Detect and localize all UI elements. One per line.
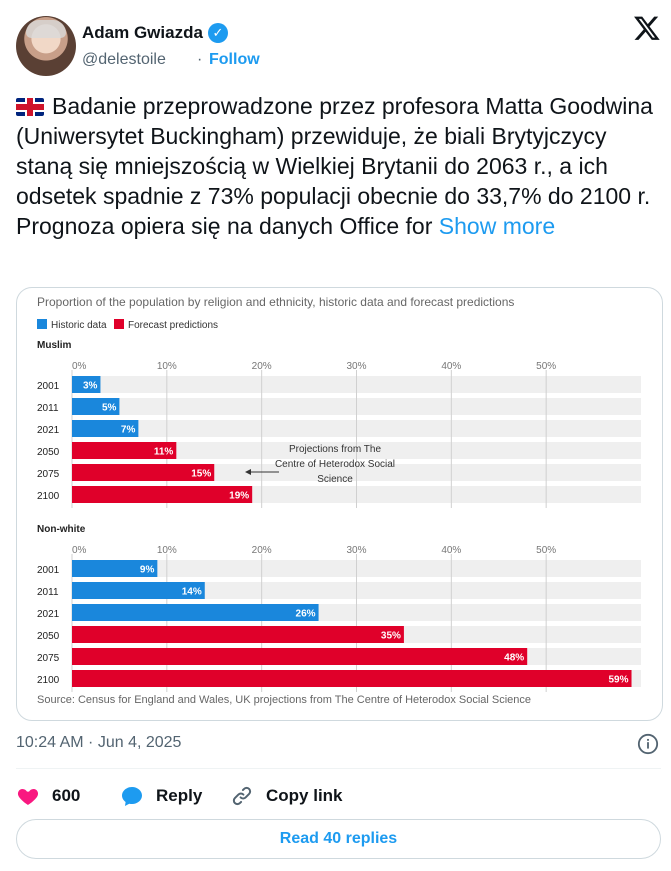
tweet-header: [16, 14, 661, 78]
category-label: 2021: [37, 425, 60, 436]
chart-svg: [17, 288, 662, 720]
bar-value-label: 14%: [181, 586, 202, 598]
category-label: 2011: [37, 587, 59, 598]
bar-value-label: 35%: [380, 630, 401, 642]
bar-value-label: 15%: [191, 468, 212, 480]
x-tick-label: 50%: [536, 545, 557, 556]
reply-button[interactable]: [120, 782, 202, 810]
bar-value-label: 11%: [153, 446, 174, 458]
category-label: 2001: [37, 565, 60, 576]
x-tick-label: 20%: [251, 361, 272, 372]
x-tick-label: 30%: [346, 361, 367, 372]
bar-value-label: 9%: [139, 564, 155, 576]
author-handle[interactable]: @delestoile: [82, 51, 166, 68]
category-label: 2050: [37, 631, 60, 642]
bar-value-label: 48%: [504, 652, 525, 664]
category-label: 2021: [37, 609, 60, 620]
category-label: 2075: [37, 653, 60, 664]
x-tick-label: 10%: [156, 545, 177, 556]
bar: [72, 670, 632, 687]
panel-label-1: Non-white: [37, 524, 86, 535]
separator-dot: ·: [197, 51, 203, 68]
x-tick-label: 10%: [156, 361, 177, 372]
tweet-actions: [16, 778, 661, 814]
x-tick-label: 40%: [441, 545, 462, 556]
reply-bubble-icon: [120, 784, 144, 808]
bar: [72, 648, 527, 665]
tweet-timestamp[interactable]: 10:24 AM · Jun 4, 2025: [16, 734, 182, 751]
legend-historic-label: Historic data: [51, 320, 107, 331]
link-icon: [230, 784, 254, 808]
copy-link-label: Copy link: [266, 786, 343, 805]
show-more-link[interactable]: Show more: [438, 213, 556, 239]
annotation-text: Centre of Heterodox Social: [274, 459, 396, 470]
legend-forecast-label: Forecast predictions: [128, 320, 219, 331]
tweet-body: Badanie przeprowadzone przez profesora Matta Goodwina (Uniwersytet Buckingham) przewiduje, że biali Brytyjczycy staną się mniejszością w Wielkiej Brytanii do 2063 r., a ich odsetek spadnie z 73% populacji obecnie do 33,7% do 2100 r. Prognoza opiera się na danych Office for: [16, 93, 653, 239]
x-tick-label: 50%: [536, 361, 557, 372]
bar: [72, 486, 252, 503]
bar: [72, 604, 319, 621]
author-name[interactable]: Adam Gwiazda: [82, 23, 203, 42]
copy-link-button[interactable]: [230, 782, 343, 810]
x-tick-label: 0%: [72, 545, 87, 556]
read-replies-button[interactable]: Read 40 replies: [16, 819, 661, 859]
annotation-text: Projections from The: [288, 444, 382, 455]
x-logo-icon[interactable]: [633, 14, 661, 42]
bar-value-label: 5%: [101, 402, 117, 414]
author-avatar[interactable]: [16, 16, 76, 76]
category-label: 2050: [37, 447, 60, 458]
tweet-media-chart[interactable]: [16, 287, 663, 721]
reply-label: Reply: [156, 786, 203, 805]
like-count: 600: [52, 786, 81, 805]
legend-forecast-swatch: [114, 319, 124, 329]
divider: [16, 768, 661, 769]
x-tick-label: 30%: [346, 545, 367, 556]
annotation-text: Science: [317, 474, 353, 485]
like-button[interactable]: [16, 782, 80, 810]
x-tick-label: 20%: [251, 545, 272, 556]
legend-historic-swatch: [37, 319, 47, 329]
x-tick-label: 40%: [441, 361, 462, 372]
category-label: 2100: [37, 675, 60, 686]
follow-button[interactable]: Follow: [209, 51, 260, 68]
bar-value-label: 7%: [120, 424, 136, 436]
verified-badge-icon: ✓: [208, 23, 228, 43]
panel-label-0: Muslim: [37, 340, 72, 351]
x-tick-label: 0%: [72, 361, 87, 372]
info-icon[interactable]: [637, 733, 659, 755]
category-label: 2001: [37, 381, 60, 392]
bar: [72, 626, 404, 643]
bar-value-label: 19%: [229, 490, 250, 502]
category-label: 2075: [37, 469, 60, 480]
bar-value-label: 3%: [82, 380, 98, 392]
uk-flag-icon: [16, 98, 44, 116]
bar-value-label: 59%: [608, 674, 629, 686]
tweet-text: [16, 91, 661, 241]
bar-value-label: 26%: [295, 608, 316, 620]
heart-icon: [16, 784, 40, 808]
category-label: 2100: [37, 491, 60, 502]
chart-title: Proportion of the population by religion and ethnicity, historic data and forecast predictions: [37, 295, 515, 309]
chart-source: Source: Census for England and Wales, UK projections from The Centre of Heterodox Social Science: [37, 694, 532, 706]
category-label: 2011: [37, 403, 59, 414]
